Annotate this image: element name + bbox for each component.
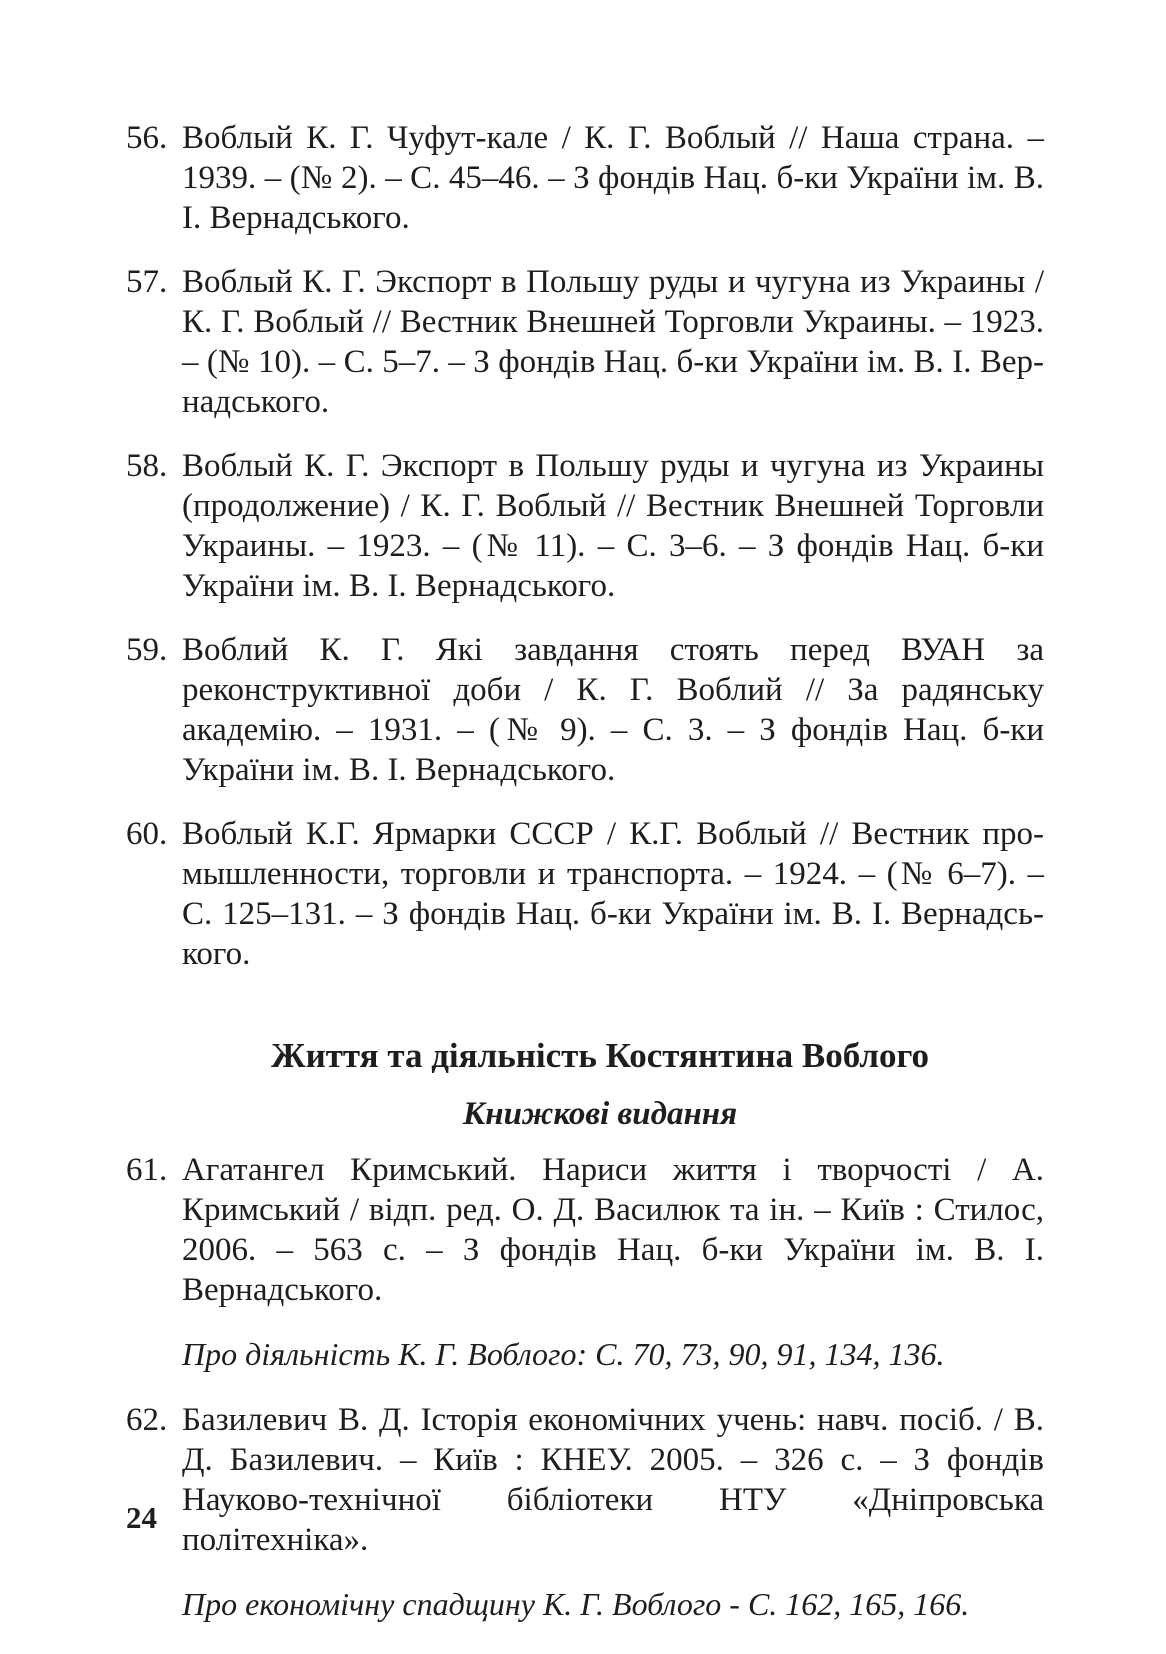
entry-text: Воблий К. Г. Які завдання стоять перед ВУАН за реконструктивної доби / К. Г. Воблий // За радянську академію. – 1931. – (№ 9). – С. 3. – З фондів Нац. б-ки України ім. В. І. Вернадського. <box>182 632 1044 788</box>
bibliography-entry-56 <box>126 118 1044 238</box>
bibliography-entry-58 <box>126 446 1044 606</box>
bibliography-entry-57 <box>126 262 1044 422</box>
entry-note: Про економічну спадщину К. Г. Воблого - С. 162, 165, 166. <box>182 1586 970 1622</box>
entry-text: Воблый К. Г. Экспорт в Польшу руды и чугуна из Украины / К. Г. Воблый // Вестник Внешней Торговли Украины. – 1923. – (№ 10). – С. 5–7. – З фондів Нац. б-ки України ім. В. І. Вернадського. <box>182 264 1044 420</box>
entry-number: 61. <box>126 1152 168 1188</box>
entry-text: Агатангел Кримський. Нариси життя і творчості / А. Кримський / відп. ред. О. Д. Василюк та ін. – Київ : Стилос, 2006. – 563 с. – З фондів Нац. б-ки України ім. В. І. Вернадського. <box>182 1152 1044 1308</box>
entry-note: Про діяльність К. Г. Воблого: С. 70, 73, 90, 91, 134, 136. <box>182 1336 945 1372</box>
entry-number: 60. <box>126 816 168 852</box>
bibliography-entry-62 <box>126 1400 1044 1560</box>
entry-text: Воблый К. Г. Чуфут-кале / К. Г. Воблый // Наша страна. – 1939. – (№ 2). – С. 45–46. – З фондів Нац. б-ки України ім. В. І. Вернадського. <box>182 120 1044 236</box>
subsection-title: Книжкові видання <box>462 1096 738 1132</box>
entry-number: 57. <box>126 264 168 300</box>
entry-number: 58. <box>126 448 168 484</box>
entry-text: Воблый К.Г. Ярмарки СССР / К.Г. Воблый // Вестник промышленности, торговли и транспорта. – 1924. – (№ 6–7). – С. 125–131. – З фондів Нац. б-ки України ім. В. І. Вернадського. <box>182 816 1044 972</box>
entry-number: 62. <box>126 1402 168 1438</box>
page-content <box>126 118 1044 1650</box>
bibliography-entry-60 <box>126 814 1044 974</box>
section-title: Життя та діяльність Костянтина Воблого <box>270 1036 930 1075</box>
bibliography-entry-61 <box>126 1150 1044 1310</box>
entry-text: Базилевич В. Д. Історія економічних учень: навч. посіб. / В. Д. Базилевич. – Київ : КНЕУ. 2005. – 326 с. – З фондів Науково-технічної бібліотеки НТУ «Дніпровська політехніка». <box>182 1402 1044 1558</box>
entry-text: Воблый К. Г. Экспорт в Польшу руды и чугуна из Украины (продолжение) / К. Г. Воблый // Вестник Внешней Торговли Украины. – 1923. – (№ 11). – С. 3–6. – З фондів Нац. б-ки України ім. В. І. Вернадського. <box>182 448 1044 604</box>
entry-number: 59. <box>126 632 168 668</box>
bibliography-entry-59 <box>126 630 1044 790</box>
page-number: 24 <box>126 1500 157 1535</box>
entry-number: 56. <box>126 120 168 156</box>
